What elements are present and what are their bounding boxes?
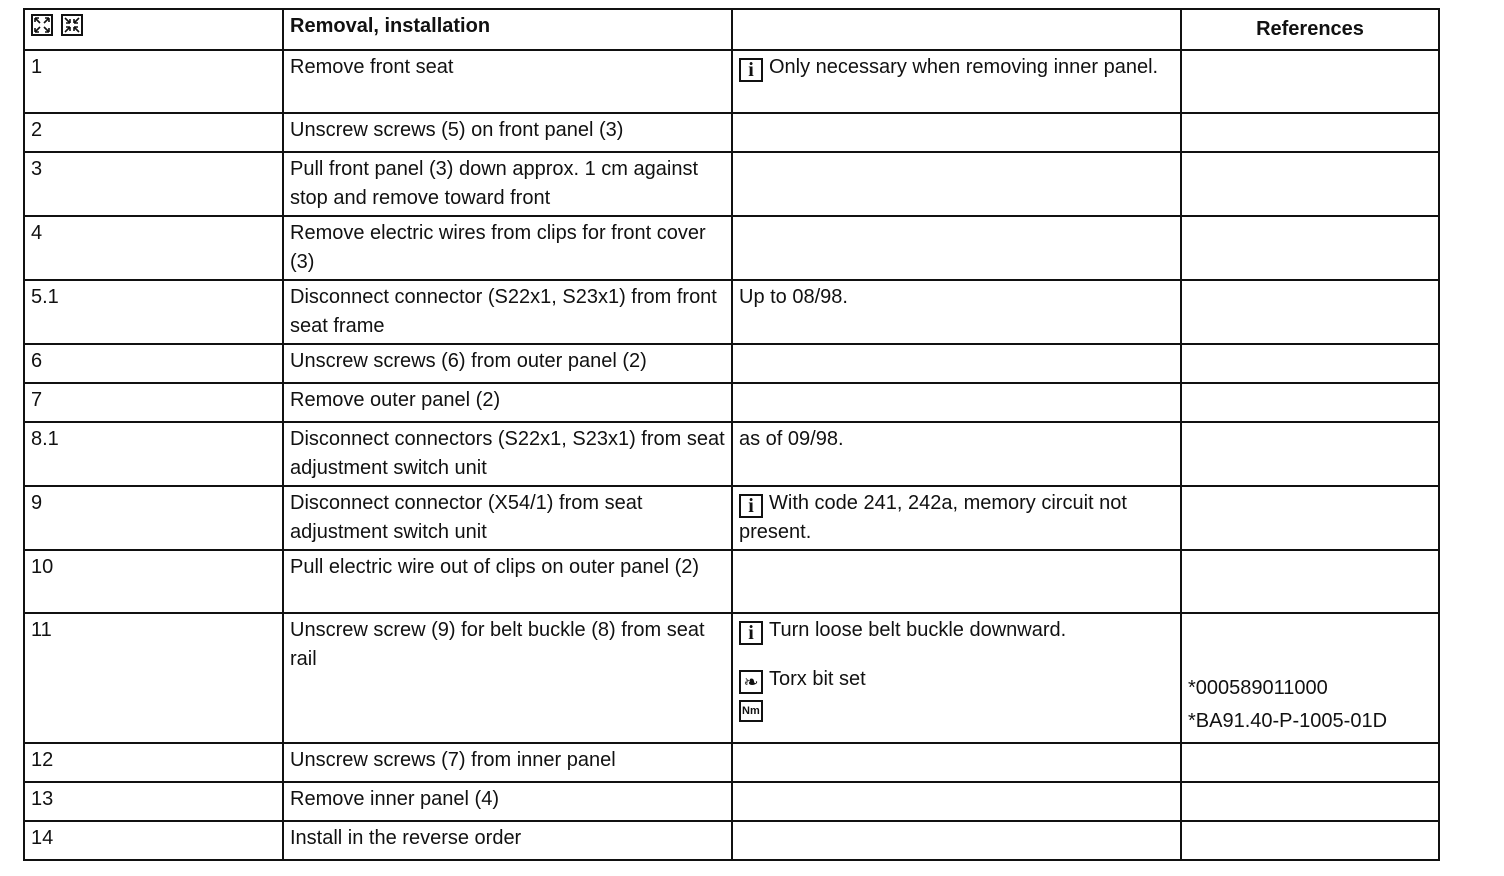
step-action: Disconnect connector (S22x1, S23x1) from front seat frame — [283, 280, 732, 344]
step-note — [732, 344, 1181, 383]
step-references — [1181, 280, 1439, 344]
step-note — [732, 782, 1181, 821]
table-row — [24, 486, 1439, 550]
procedure-table — [23, 8, 1440, 861]
step-action: Disconnect connector (X54/1) from seat adjustment switch unit — [283, 486, 732, 550]
info-icon: i — [739, 494, 763, 518]
step-references — [1181, 821, 1439, 860]
step-action: Pull electric wire out of clips on outer panel (2) — [283, 550, 732, 613]
step-action: Remove inner panel (4) — [283, 782, 732, 821]
table-row — [24, 743, 1439, 782]
step-note — [732, 821, 1181, 860]
table-row — [24, 383, 1439, 422]
step-number: 8.1 — [24, 422, 283, 486]
torque-nm-icon: Nm — [739, 700, 763, 722]
table-row — [24, 216, 1439, 280]
step-references — [1181, 782, 1439, 821]
step-action: Remove front seat — [283, 50, 732, 113]
table-row — [24, 113, 1439, 152]
table-row — [24, 550, 1439, 613]
table-row — [24, 422, 1439, 486]
step-note — [732, 152, 1181, 216]
table-row — [24, 50, 1439, 113]
step-number: 2 — [24, 113, 283, 152]
step-number: 12 — [24, 743, 283, 782]
step-action: Unscrew screws (5) on front panel (3) — [283, 113, 732, 152]
step-note: i Turn loose belt buckle downward. ❧ Torx bit set Nm — [732, 613, 1181, 743]
table-row — [24, 152, 1439, 216]
table-row — [24, 344, 1439, 383]
step-references — [1181, 550, 1439, 613]
table-header-row — [24, 9, 1439, 50]
step-references — [1181, 383, 1439, 422]
step-note: as of 09/98. — [732, 422, 1181, 486]
step-note: Up to 08/98. — [732, 280, 1181, 344]
table-row — [24, 280, 1439, 344]
step-action: Unscrew screw (9) for belt buckle (8) from seat rail — [283, 613, 732, 743]
table-row — [24, 821, 1439, 860]
step-references — [1181, 113, 1439, 152]
header-removal-installation: Removal, installation — [283, 9, 732, 50]
step-number: 4 — [24, 216, 283, 280]
step-note — [732, 550, 1181, 613]
info-icon: i — [739, 621, 763, 645]
table-row — [24, 613, 1439, 743]
expand-icon[interactable] — [31, 14, 53, 36]
step-number: 9 — [24, 486, 283, 550]
step-number: 3 — [24, 152, 283, 216]
step-references — [1181, 486, 1439, 550]
step-references — [1181, 613, 1439, 743]
step-number: 1 — [24, 50, 283, 113]
step-note — [732, 743, 1181, 782]
reference-link[interactable]: *BA91.40-P-1005-01D — [1188, 710, 1388, 732]
step-action: Remove electric wires from clips for front cover (3) — [283, 216, 732, 280]
step-note — [732, 216, 1181, 280]
step-references — [1181, 743, 1439, 782]
step-action: Remove outer panel (2) — [283, 383, 732, 422]
step-note — [732, 383, 1181, 422]
step-action: Install in the reverse order — [283, 821, 732, 860]
step-references — [1181, 50, 1439, 113]
tool-icon: ❧ — [739, 670, 763, 694]
table-row — [24, 782, 1439, 821]
step-action: Unscrew screws (6) from outer panel (2) — [283, 344, 732, 383]
header-icons-cell — [24, 9, 283, 50]
step-number: 11 — [24, 613, 283, 743]
tool-note: Torx bit set — [769, 668, 866, 690]
header-references: References — [1181, 9, 1439, 50]
step-number: 6 — [24, 344, 283, 383]
step-number: 7 — [24, 383, 283, 422]
step-action: Pull front panel (3) down approx. 1 cm against stop and remove toward front — [283, 152, 732, 216]
header-notes — [732, 9, 1181, 50]
step-references — [1181, 152, 1439, 216]
collapse-icon[interactable] — [61, 14, 83, 36]
step-references — [1181, 422, 1439, 486]
step-number: 10 — [24, 550, 283, 613]
step-note: i With code 241, 242a, memory circuit not present. — [732, 486, 1181, 550]
step-number: 14 — [24, 821, 283, 860]
step-note: i Only necessary when removing inner panel. — [732, 50, 1181, 113]
step-number: 13 — [24, 782, 283, 821]
step-action: Unscrew screws (7) from inner panel — [283, 743, 732, 782]
step-references — [1181, 344, 1439, 383]
reference-link[interactable]: *000589011000 — [1188, 677, 1328, 699]
step-note — [732, 113, 1181, 152]
step-references — [1181, 216, 1439, 280]
step-action: Disconnect connectors (S22x1, S23x1) from seat adjustment switch unit — [283, 422, 732, 486]
info-icon: i — [739, 58, 763, 82]
step-number: 5.1 — [24, 280, 283, 344]
